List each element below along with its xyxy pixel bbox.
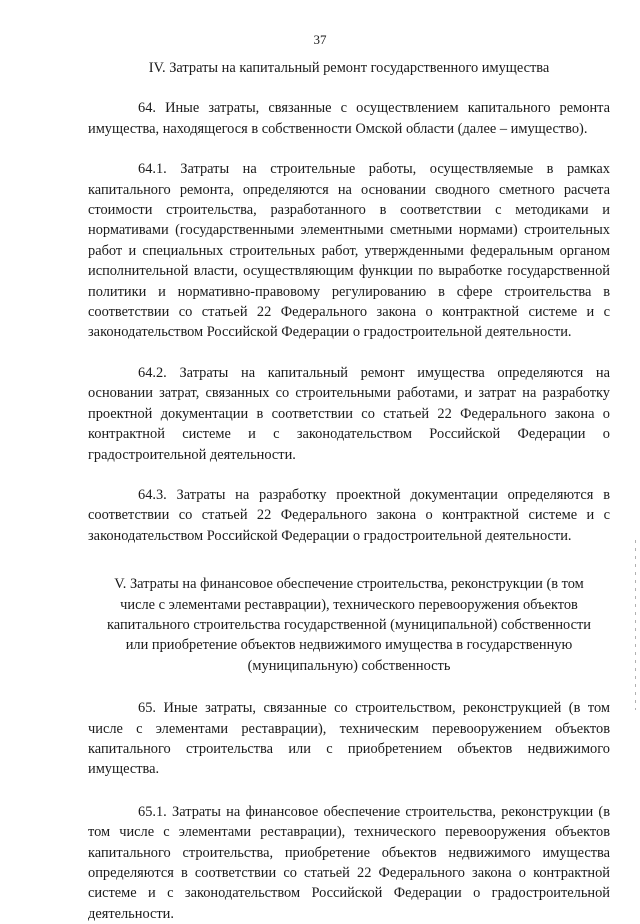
- paragraph-64-1: 64.1. Затраты на строительные работы, осуществляемые в рамках капитального ремонта, определяются на основании сводного сметного расчета стоимости строительства, разработанного в соответствии с методиками и нормативами (государственными элементными сметными нормами) строительных работ и специальных строительных работ, утвержденными федеральным органом исполнительной власти, осуществляющим функции по выработке государственной политики и нормативно-правовому регулированию в сфере строительства в соответствии со статьей 22 Федерального закона о контрактной системе и с законодательством Российской Федерации о градостроительной деятельности.: [88, 161, 610, 341]
- paragraph-64: 64. Иные затраты, связанные с осуществлением капитального ремонта имущества, находящегося в собственности Омской области (далее – имущество).: [88, 100, 610, 137]
- scan-edge-mark: [635, 540, 636, 710]
- paragraph-64-2: 64.2. Затраты на капитальный ремонт имущества определяются на основании затрат, связанных со строительными работами, и затрат на разработку проектной документации в соответствии со статьей 22 Федерального закона о контрактной системе и с законодательством Российской Федерации о градостроительной деятельности.: [88, 364, 610, 463]
- section-v-heading: V. Затраты на финансовое обеспечение строительства, реконструкции (в том числе с элементами реставрации), технического перевооружения объектов капитального строительства государственной (муниципальной) собственности или приобретение объектов недвижимого имущества в государственную (муниципальную) собственность: [107, 576, 591, 674]
- paragraph-65: 65. Иные затраты, связанные со строительством, реконструкцией (в том числе с элементами реставрации), техническим перевооружением объектов капитального строительства или с приобретением объектов недвижимого имущества.: [88, 700, 610, 778]
- page-number: 37: [313, 32, 327, 47]
- paragraph-65-1: 65.1. Затраты на финансовое обеспечение строительства, реконструкции (в том числе с элементами реставрации), технического перевооружения объектов капитального строительства, приобретение объектов недвижимого имущества определяются в соответствии со статьей 22 Федерального закона о контрактной системе и с законодательством Российской Федерации о градостроительной деятельности.: [88, 803, 610, 922]
- section-iv-heading: IV. Затраты на капитальный ремонт государственного имущества: [148, 60, 550, 76]
- document-body: [88, 52, 610, 924]
- paragraph-64-3: 64.3. Затраты на разработку проектной документации определяются в соответствии со статьей 22 Федерального закона о контрактной системе и с законодательством Российской Федерации о градостроительной деятельности.: [88, 486, 610, 544]
